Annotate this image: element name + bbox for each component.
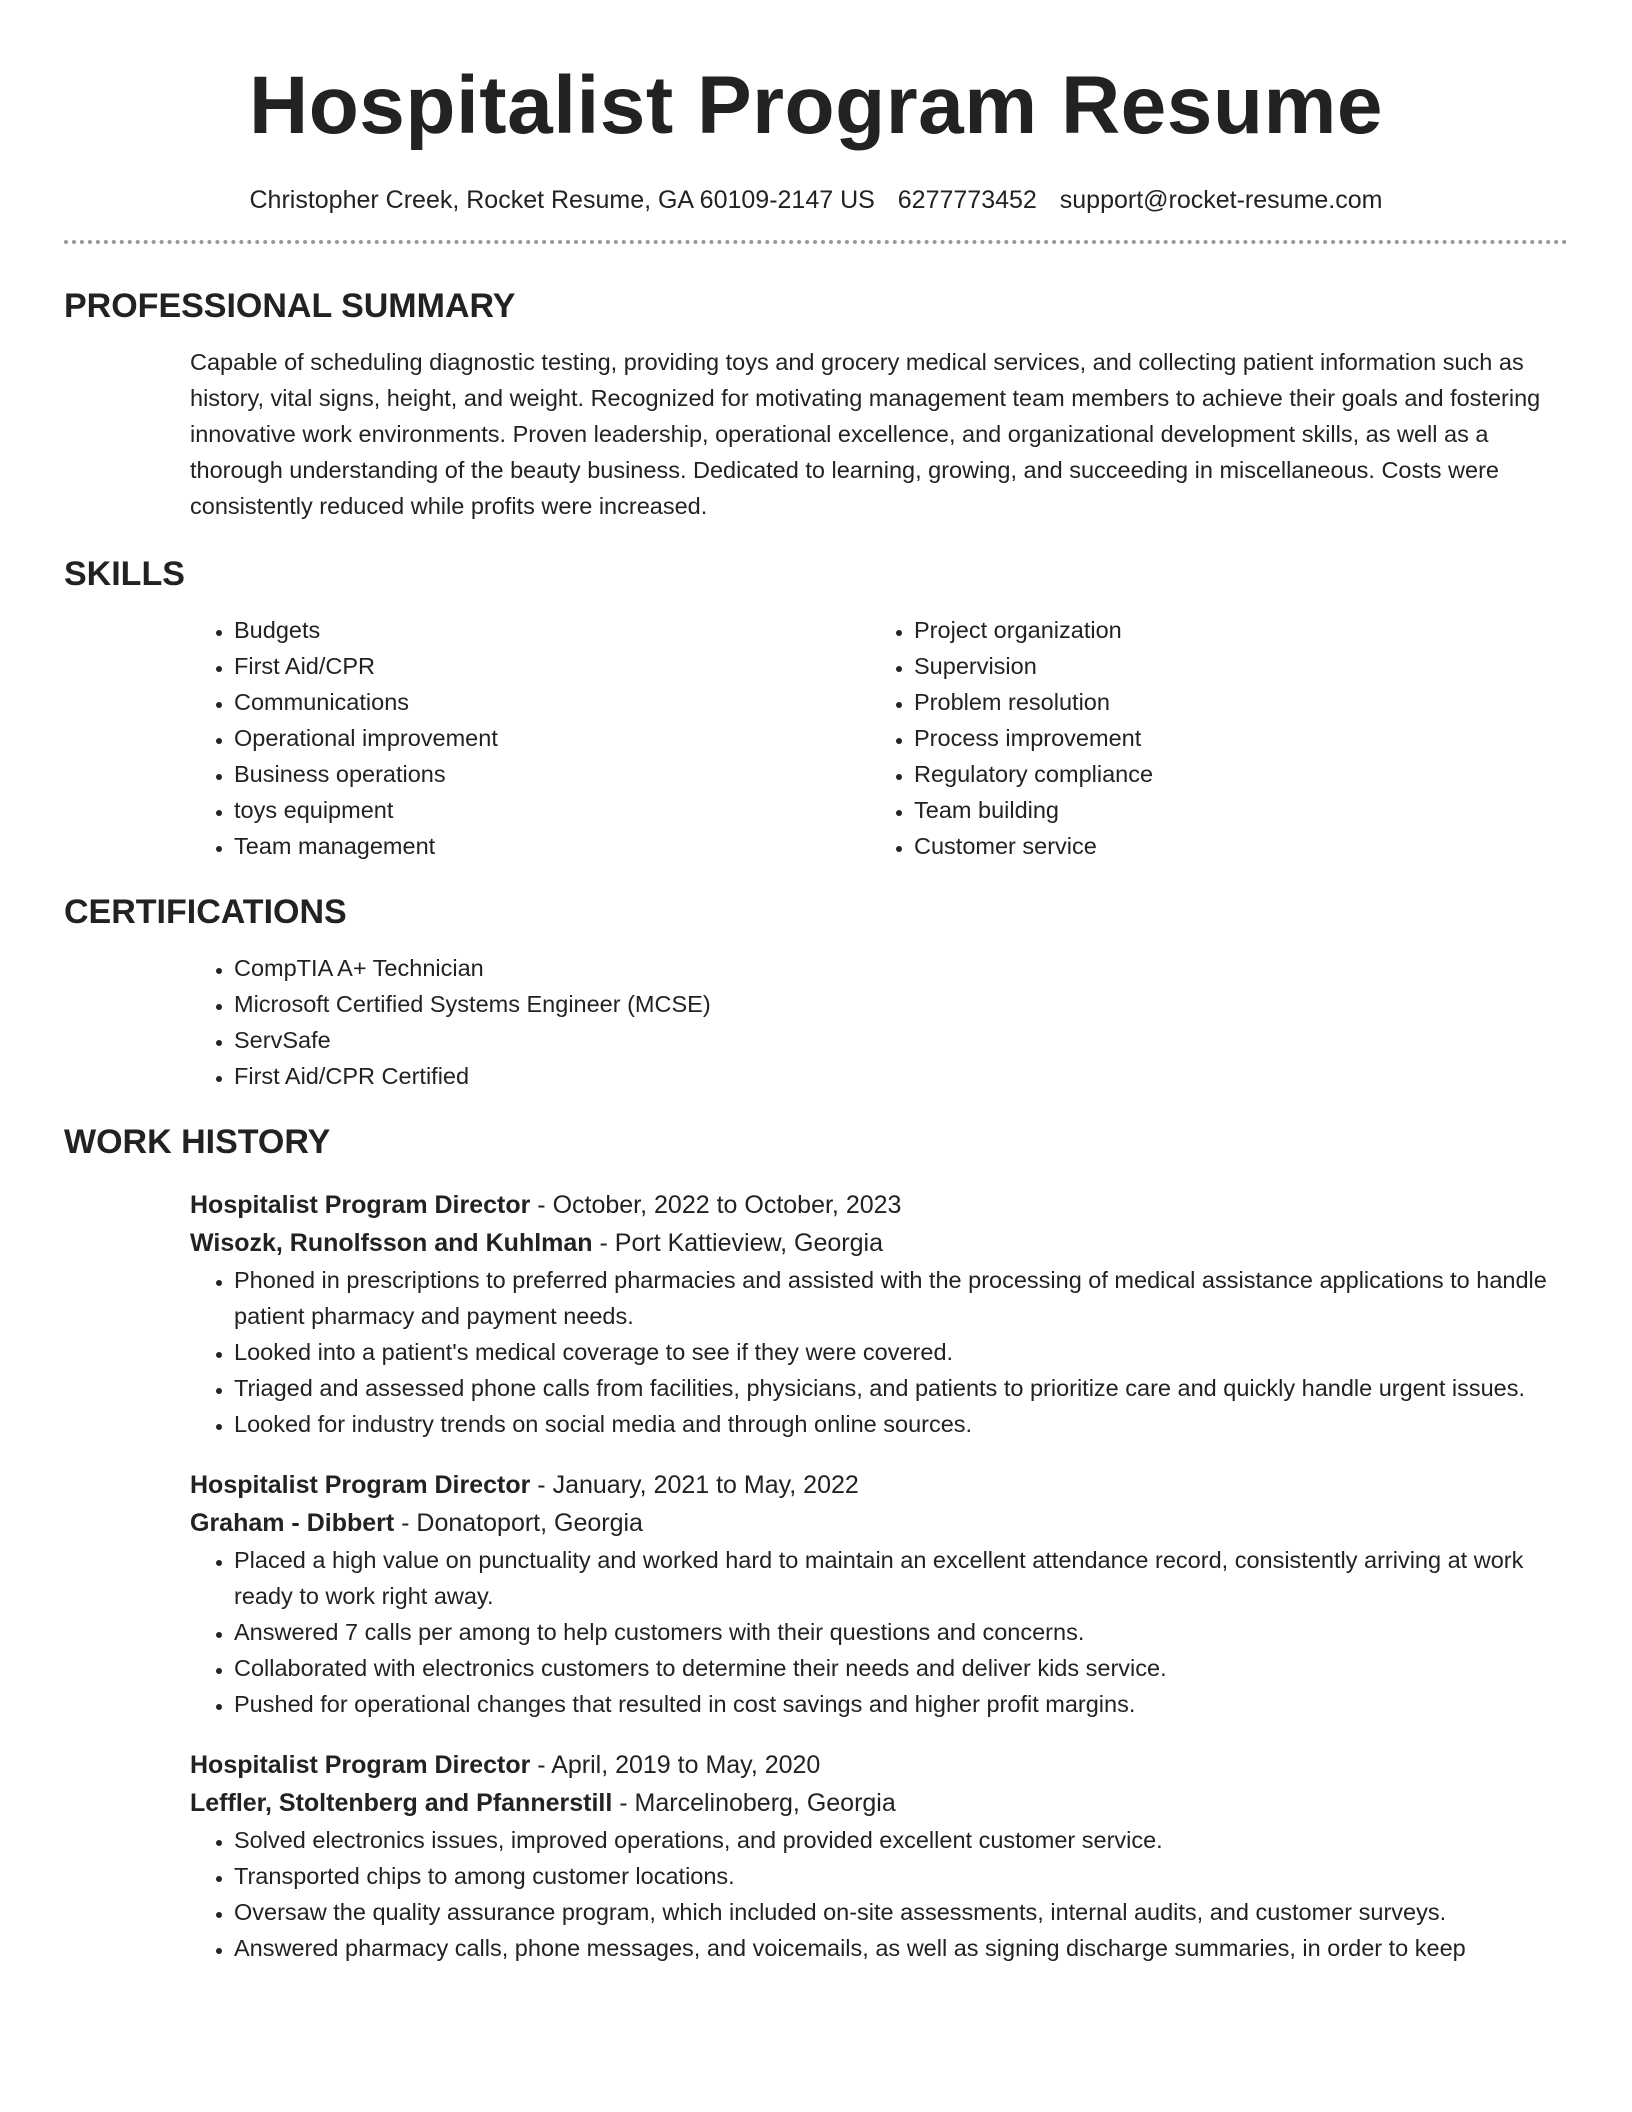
contact-email: support@rocket-resume.com bbox=[1059, 186, 1383, 214]
job-entry bbox=[190, 1466, 1568, 1722]
contact-phone: 6277773452 bbox=[897, 186, 1037, 214]
resume-title: Hospitalist Program Resume bbox=[249, 60, 1383, 151]
skills-column-right bbox=[870, 612, 1550, 864]
skills-columns bbox=[190, 612, 1568, 864]
skill-item: • Communications bbox=[234, 684, 870, 720]
job-bullet: • Pushed for operational changes that resulted in cost savings and higher profit margins. bbox=[234, 1686, 1568, 1722]
skills-section bbox=[64, 552, 1568, 864]
job-title: Hospitalist Program Director bbox=[190, 1191, 531, 1219]
job-title-line bbox=[190, 1746, 1568, 1784]
job-title-line bbox=[190, 1466, 1568, 1504]
skill-item: • Project organization bbox=[914, 612, 1550, 648]
job-bullet: • Oversaw the quality assurance program, which included on-site assessments, internal audits, and customer surveys. bbox=[234, 1894, 1568, 1930]
job-bullet: • Collaborated with electronics customers to determine their needs and deliver kids service. bbox=[234, 1650, 1568, 1686]
skill-item: • Customer service bbox=[914, 828, 1550, 864]
work-history-section bbox=[64, 1120, 1568, 1966]
job-bullet: • Looked into a patient's medical coverage to see if they were covered. bbox=[234, 1334, 1568, 1370]
job-location: - Port Kattieview, Georgia bbox=[592, 1229, 883, 1257]
job-bullets bbox=[190, 1262, 1568, 1442]
certifications-heading: CERTIFICATIONS bbox=[64, 893, 347, 931]
job-bullet: • Transported chips to among customer locations. bbox=[234, 1858, 1568, 1894]
job-title: Hospitalist Program Director bbox=[190, 1751, 531, 1779]
summary-section bbox=[64, 284, 1568, 524]
certification-item: • First Aid/CPR Certified bbox=[234, 1058, 1568, 1094]
job-dates: - January, 2021 to May, 2022 bbox=[530, 1471, 859, 1499]
job-company: Wisozk, Runolfsson and Kuhlman bbox=[190, 1229, 593, 1257]
resume-page bbox=[64, 0, 1568, 1966]
skill-item: • Supervision bbox=[914, 648, 1550, 684]
job-bullet: • Phoned in prescriptions to preferred pharmacies and assisted with the processing of medical assistance applications to handle patient pharmacy and payment needs. bbox=[234, 1262, 1568, 1334]
certifications-section bbox=[64, 890, 1568, 1094]
job-bullet: • Placed a high value on punctuality and worked hard to maintain an excellent attendance record, consistently arriving at work ready to work right away. bbox=[234, 1542, 1568, 1614]
skill-item: • Regulatory compliance bbox=[914, 756, 1550, 792]
skill-item: • Team building bbox=[914, 792, 1550, 828]
job-title: Hospitalist Program Director bbox=[190, 1471, 531, 1499]
job-bullet: • Answered 7 calls per among to help customers with their questions and concerns. bbox=[234, 1614, 1568, 1650]
skill-item: • Problem resolution bbox=[914, 684, 1550, 720]
job-location: - Marcelinoberg, Georgia bbox=[612, 1789, 896, 1817]
contact-line bbox=[64, 184, 1568, 216]
job-location: - Donatoport, Georgia bbox=[394, 1509, 643, 1537]
work-history-heading: WORK HISTORY bbox=[64, 1123, 331, 1161]
skill-item: • Process improvement bbox=[914, 720, 1550, 756]
job-bullet: • Triaged and assessed phone calls from facilities, physicians, and patients to prioritize care and quickly handle urgent issues. bbox=[234, 1370, 1568, 1406]
job-entry bbox=[190, 1746, 1568, 1966]
skill-item: • Team management bbox=[234, 828, 870, 864]
job-title-line bbox=[190, 1186, 1568, 1224]
job-bullets bbox=[190, 1822, 1568, 1966]
job-bullet: • Solved electronics issues, improved operations, and provided excellent customer service. bbox=[234, 1822, 1568, 1858]
header-divider bbox=[64, 240, 1568, 244]
skill-item: • Operational improvement bbox=[234, 720, 870, 756]
certification-item: • CompTIA A+ Technician bbox=[234, 950, 1568, 986]
contact-address: Christopher Creek, Rocket Resume, GA 60109-2147 US bbox=[249, 186, 875, 214]
certification-item: • Microsoft Certified Systems Engineer (MCSE) bbox=[234, 986, 1568, 1022]
job-bullets bbox=[190, 1542, 1568, 1722]
job-entry bbox=[190, 1186, 1568, 1442]
job-company: Leffler, Stoltenberg and Pfannerstill bbox=[190, 1789, 613, 1817]
job-dates: - April, 2019 to May, 2020 bbox=[530, 1751, 821, 1779]
job-company: Graham - Dibbert bbox=[190, 1509, 395, 1537]
skill-item: • Business operations bbox=[234, 756, 870, 792]
job-company-line bbox=[190, 1784, 1568, 1822]
skills-column-left bbox=[190, 612, 870, 864]
job-company-line bbox=[190, 1224, 1568, 1262]
job-dates: - October, 2022 to October, 2023 bbox=[530, 1191, 902, 1219]
job-company-line bbox=[190, 1504, 1568, 1542]
job-bullet: • Answered pharmacy calls, phone messages, and voicemails, as well as signing discharge summaries, in order to keep bbox=[234, 1930, 1568, 1966]
skill-item: • Budgets bbox=[234, 612, 870, 648]
certification-item: • ServSafe bbox=[234, 1022, 1568, 1058]
summary-heading: PROFESSIONAL SUMMARY bbox=[64, 287, 516, 325]
skill-item: • First Aid/CPR bbox=[234, 648, 870, 684]
summary-text: Capable of scheduling diagnostic testing, providing toys and grocery medical services, and collecting patient information such as history, vital signs, height, and weight. Recognized for motivating management team members to achieve their goals and fostering innovative work environments. Proven leadership, operational excellence, and organizational development skills, as well as a thorough understanding of the beauty business. Dedicated to learning, growing, and succeeding in miscellaneous. Costs were consistently reduced while profits were increased. bbox=[190, 349, 1541, 519]
skill-item: • toys equipment bbox=[234, 792, 870, 828]
job-bullet: • Looked for industry trends on social media and through online sources. bbox=[234, 1406, 1568, 1442]
skills-heading: SKILLS bbox=[64, 555, 185, 593]
